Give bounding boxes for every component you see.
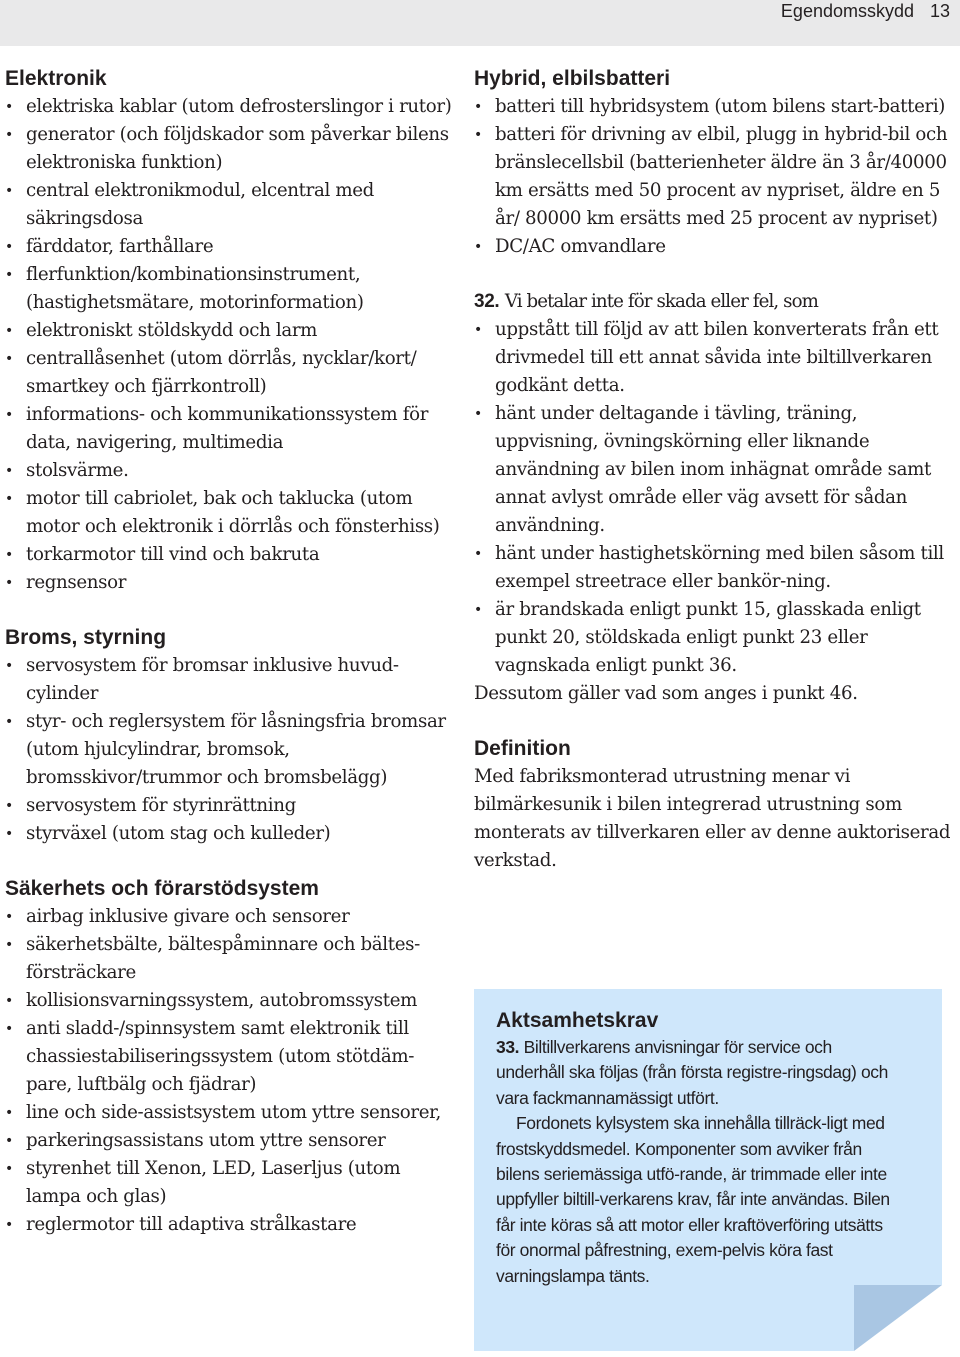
list-item: • anti sladd-/spinnsystem samt elektronik till chassiestabiliseringssystem (utom stötdäm-pare, luftbälg och fjädrar) [5, 1015, 460, 1099]
list-item: • informations- och kommunikationssystem för data, navigering, multimedia [5, 401, 460, 457]
list-item: • generator (och följdskador som påverkar bilens elektroniska funktion) [5, 121, 460, 177]
list-item: • central elektronikmodul, elcentral med säkringsdosa [5, 177, 460, 233]
list-item: • line och side-assistsystem utom yttre sensorer, [5, 1099, 460, 1127]
list-item: • är brandskada enligt punkt 15, glasskada enligt punkt 20, stöldskada enligt punkt 23 eller vagnskada enligt punkt 36. [474, 596, 954, 680]
notice-box [474, 989, 942, 1351]
brakes-heading: Broms, styrning [5, 626, 167, 649]
spacer [474, 708, 954, 735]
list-item: • elektriska kablar (utom defrosterslingor i rutor) [5, 93, 460, 121]
list-item: • servosystem för bromsar inklusive huvud-cylinder [5, 652, 460, 708]
list-item: • batteri för drivning av elbil, plugg in hybrid-bil och bränslecellsbil (batterienheter äldre än 3 år/40000 km ersätts med 50 procent av nypriset, äldre en 5 år/ 80000 km ersätts med 25 procent av nypriset) [474, 121, 954, 233]
exclusions-list [474, 316, 954, 680]
list-item: • reglermotor till adaptiva strålkastare [5, 1211, 460, 1239]
list-item: • parkeringsassistans utom yttre sensorer [5, 1127, 460, 1155]
list-item: • flerfunktion/kombinationsinstrument, (hastighetsmätare, motorinformation) [5, 261, 460, 317]
safety-heading: Säkerhets och förarstödsystem [5, 877, 319, 900]
list-item: • regnsensor [5, 569, 460, 597]
notice-lead-text: Biltillverkarens anvisningar för service och underhåll ska följas (från första registre-ringsdag) och vara fackmannamässigt utfört. [496, 1037, 888, 1108]
list-item: • kollisionsvarningssystem, autobromssystem [5, 987, 460, 1015]
notice-paragraph: Fordonets kylsystem ska innehålla tillräck-ligt med frostskyddsmedel. Komponenter som avviker från bilens seriemässiga utfö-rande, är trimmade eller inte uppfyller biltill-verkarens krav, får inte användas. Bilen får inte köras så att motor eller kraftöverföring utsätts för onormal påfrestning, exem-pelvis köra fast varningslampa tänts. [496, 1113, 890, 1286]
list-item: • airbag inklusive givare och sensorer [5, 903, 460, 931]
list-item: • motor till cabriolet, bak och taklucka (utom motor och elektronik i dörrlås och fönsterhiss) [5, 485, 460, 541]
section-number: 32. [474, 291, 500, 312]
definition-heading: Definition [474, 737, 571, 760]
brakes-list [5, 652, 460, 848]
left-column [5, 65, 460, 1239]
safety-list [5, 903, 460, 1239]
notice-heading: Aktsamhetskrav [496, 1009, 659, 1032]
section-lead: Vi betalar inte för skada eller fel, som [504, 291, 818, 312]
section-32-intro [474, 288, 954, 316]
definition-text: Med fabriksmonterad utrustning menar vi bilmärkesunik i bilen integrerad utrustning som monterats av tillverkaren eller av denne auktoriserad verkstad. [474, 766, 951, 871]
electronics-heading: Elektronik [5, 67, 107, 90]
list-item: • torkarmotor till vind och bakruta [5, 541, 460, 569]
list-item: • styrväxel (utom stag och kulleder) [5, 820, 460, 848]
list-item: • styr- och reglersystem för låsningsfria bromsar (utom hjulcylindrar, bromsok, bromsskivor/trummor och bromsbelägg) [5, 708, 460, 792]
list-item: • stolsvärme. [5, 457, 460, 485]
spacer [5, 597, 460, 624]
list-item: • hänt under deltagande i tävling, träning, uppvisning, övningskörning eller liknande användning av bilen inom inhägnat område samt annat avlyst område eller väg avsett för sådan användning. [474, 400, 954, 540]
list-item: • DC/AC omvandlare [474, 233, 954, 261]
page-number: 13 [929, 1, 950, 21]
spacer [5, 848, 460, 875]
right-column [474, 65, 954, 875]
hybrid-list [474, 93, 954, 261]
section-title: Egendomsskydd [780, 1, 914, 21]
page-header [0, 0, 960, 46]
electronics-list [5, 93, 460, 597]
list-item: • säkerhetsbälte, bältespåminnare och bältes-försträckare [5, 931, 460, 987]
list-item: • färddator, farthållare [5, 233, 460, 261]
hybrid-heading: Hybrid, elbilsbatteri [474, 67, 671, 90]
list-item: • batteri till hybridsystem (utom bilens start-batteri) [474, 93, 954, 121]
list-item: • centrallåsenhet (utom dörrlås, nycklar/kort/ smartkey och fjärrkontroll) [5, 345, 460, 401]
section-32-note: Dessutom gäller vad som anges i punkt 46. [474, 683, 858, 704]
spacer [474, 261, 954, 288]
notice-lead [496, 1035, 896, 1111]
list-item: • styrenhet till Xenon, LED, Laserljus (utom lampa och glas) [5, 1155, 460, 1211]
list-item: • hänt under hastighetskörning med bilen såsom till exempel streetrace eller bankör-ning. [474, 540, 954, 596]
list-item: • uppstått till följd av att bilen konverterats från ett drivmedel till ett annat såvida inte biltillverkaren godkänt detta. [474, 316, 954, 400]
section-number: 33. [496, 1037, 520, 1057]
list-item: • servosystem för styrinrättning [5, 792, 460, 820]
notice-content [496, 1007, 896, 1289]
list-item: • elektroniskt stöldskydd och larm [5, 317, 460, 345]
